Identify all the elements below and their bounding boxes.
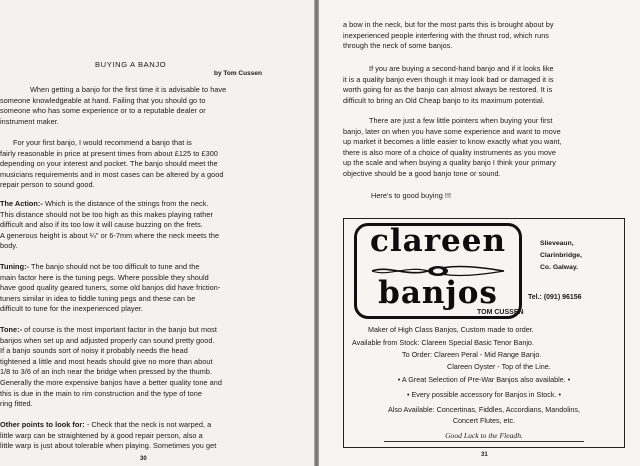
- tone-heading: Tone:-: [0, 325, 23, 334]
- other-points-paragraph: [0, 420, 292, 452]
- text-line: If a banjo sounds sort of noisy it probably needs the head: [0, 346, 188, 356]
- text-line: fairly reasonable in price at present times from about £125 to £300: [0, 148, 218, 158]
- fleadh-greeting: Good Luck to the Fleadh.: [445, 431, 523, 440]
- text-line: of course is the most important factor in the banjo but most: [22, 325, 217, 334]
- text-line: ring fitted.: [0, 399, 33, 409]
- text-line: main factor here is the tuning pegs. Where possible they should: [0, 272, 209, 282]
- text-line: worth going for as the banjo can almost always be restored. It is: [343, 85, 553, 95]
- text-line: up market it becomes a little easier to know exactly what you want,: [343, 137, 562, 147]
- text-line: a bow in the neck, but for the most parts this is brought about by: [343, 20, 554, 29]
- secondhand-paragraph: [343, 64, 628, 106]
- text-line: objective should be a good banjo tone or sound.: [343, 168, 501, 178]
- text-line: This distance should not be too high as this makes playing rather: [0, 209, 213, 219]
- text-line: - Check that the neck is not warped, a: [84, 420, 212, 429]
- order-line: To Order: Clareen Peral - Mid Range Banjo.: [402, 350, 542, 359]
- text-line: instrument maker.: [0, 116, 59, 126]
- address-line: Slieveaun,: [540, 240, 574, 247]
- text-line: difficult and also if its too low it will cause buzzing on the frets.: [0, 220, 203, 230]
- text-line: this is due in the main to rim construction and the type of tone: [0, 388, 202, 398]
- intro-paragraph: [0, 85, 292, 127]
- text-line: someone knowledgeable at hand. Failing that you should go to: [0, 95, 206, 105]
- text-line: 1/8 to 3/6 of an inch near the bridge when pressed by the thumb.: [0, 367, 213, 377]
- tone-paragraph: [0, 325, 292, 410]
- text-line: little warp is just about tolerable when playing. Sometimes you get: [0, 441, 217, 451]
- tuning-paragraph: [0, 262, 292, 315]
- clareen-banjos-advert: [343, 218, 625, 448]
- text-line: For your first banjo, I would recommend a banjo that is: [13, 138, 192, 147]
- article-byline: by Tom Cussen: [214, 70, 262, 77]
- text-line: banjos when set up and adjusted properly can sound pretty good.: [0, 335, 215, 345]
- telephone: Tel.: (091) 96156: [528, 294, 582, 301]
- text-line: Which is the distance of the strings from the neck.: [42, 199, 209, 208]
- text-line: there is also more of a choice of quality instruments as you move: [343, 147, 556, 157]
- text-line: depending on your interest and pocket. The banjo should meet the: [0, 159, 218, 169]
- right-page: [319, 0, 640, 466]
- text-line: up the scale and when buying a quality banjo I think your primary: [343, 158, 556, 168]
- pointers-paragraph: [343, 116, 628, 180]
- article-title: BUYING A BANJO: [95, 60, 167, 69]
- accessory-line: • Every possible accessory for Banjos in Stock. •: [406, 390, 562, 399]
- left-page: [0, 0, 314, 466]
- text-line: someone who has some experience or to a reputable dealer or: [0, 106, 206, 116]
- text-line: Generally the more expensive banjos have a better quality tone and: [0, 377, 222, 387]
- also-available-line: Also Available: Concertinas, Fiddles, Accordians, Mandolins,: [387, 405, 581, 414]
- flutes-line: Concert Flutes, etc.: [452, 416, 516, 425]
- text-line: it is a quality banjo even though it may look bad or damaged it is: [343, 74, 554, 84]
- page-number-right: 31: [481, 452, 488, 458]
- text-line: through the neck of some banjos.: [343, 41, 453, 51]
- text-line: little warp can be straightened by a good repair person, also a: [0, 430, 203, 440]
- text-line: There are just a few little pointers when buying your first: [369, 116, 553, 125]
- maker-line: Maker of High Class Banjos, Custom made to order.: [368, 325, 534, 334]
- oyster-line: Clareen Oyster - Top of the Line.: [447, 362, 551, 371]
- address-line: Co. Galway.: [540, 264, 579, 271]
- text-line: have good quality geared tuners, some old banjos did have friction-: [0, 283, 221, 293]
- divider: [384, 441, 584, 442]
- other-points-heading: Other points to look for:: [0, 420, 85, 429]
- logo-word-clareen: clareen: [369, 223, 507, 259]
- action-paragraph: [0, 199, 292, 252]
- proprietor-name: TOM CUSSEN: [477, 309, 524, 316]
- logo-word-banjos: banjos: [378, 275, 498, 311]
- text-line: The banjo should not be too difficult to tune and the: [29, 262, 200, 271]
- text-line: banjo, later on when you have some experience and want to move: [343, 126, 561, 136]
- text-line: A generous height is about ¼" or 6-7mm where the neck meets the: [0, 230, 220, 240]
- address-line: Clarinbridge,: [540, 252, 582, 259]
- clareen-banjos-logo: [354, 223, 522, 319]
- prewar-line: • A Great Selection of Pre-War Banjos also available. •: [397, 375, 571, 384]
- page-number-left: 30: [140, 456, 147, 462]
- closing-line: Here's to good buying !!!: [371, 191, 452, 200]
- price-paragraph: [0, 138, 292, 191]
- text-line: inexperienced people interfering with the thrust rod, which runs: [343, 30, 550, 40]
- tuning-heading: Tuning:-: [0, 262, 30, 271]
- text-line: musicians requirements and in most cases can be altered by a good: [0, 169, 224, 179]
- text-line: When getting a banjo for the first time it is advisable to have: [30, 85, 227, 94]
- text-line: If you are buying a second-hand banjo and if it looks like: [369, 64, 554, 73]
- text-line: difficult to bring an Old Cheap banjo to its maximum potential.: [343, 95, 545, 105]
- action-heading: The Action:-: [0, 199, 43, 208]
- continued-paragraph: [343, 20, 628, 52]
- text-line: difficult to tune for the inexperienced player.: [0, 304, 143, 314]
- text-line: repair person to sound good.: [0, 180, 95, 190]
- stock-line: Available from Stock: Clareen Special Basic Tenor Banjo.: [352, 338, 534, 347]
- text-line: tightened a little and most heads should give no more than about: [0, 356, 213, 366]
- text-line: tuners similar in idea to fiddle tuning pegs and these can be: [0, 293, 196, 303]
- text-line: body.: [0, 241, 18, 251]
